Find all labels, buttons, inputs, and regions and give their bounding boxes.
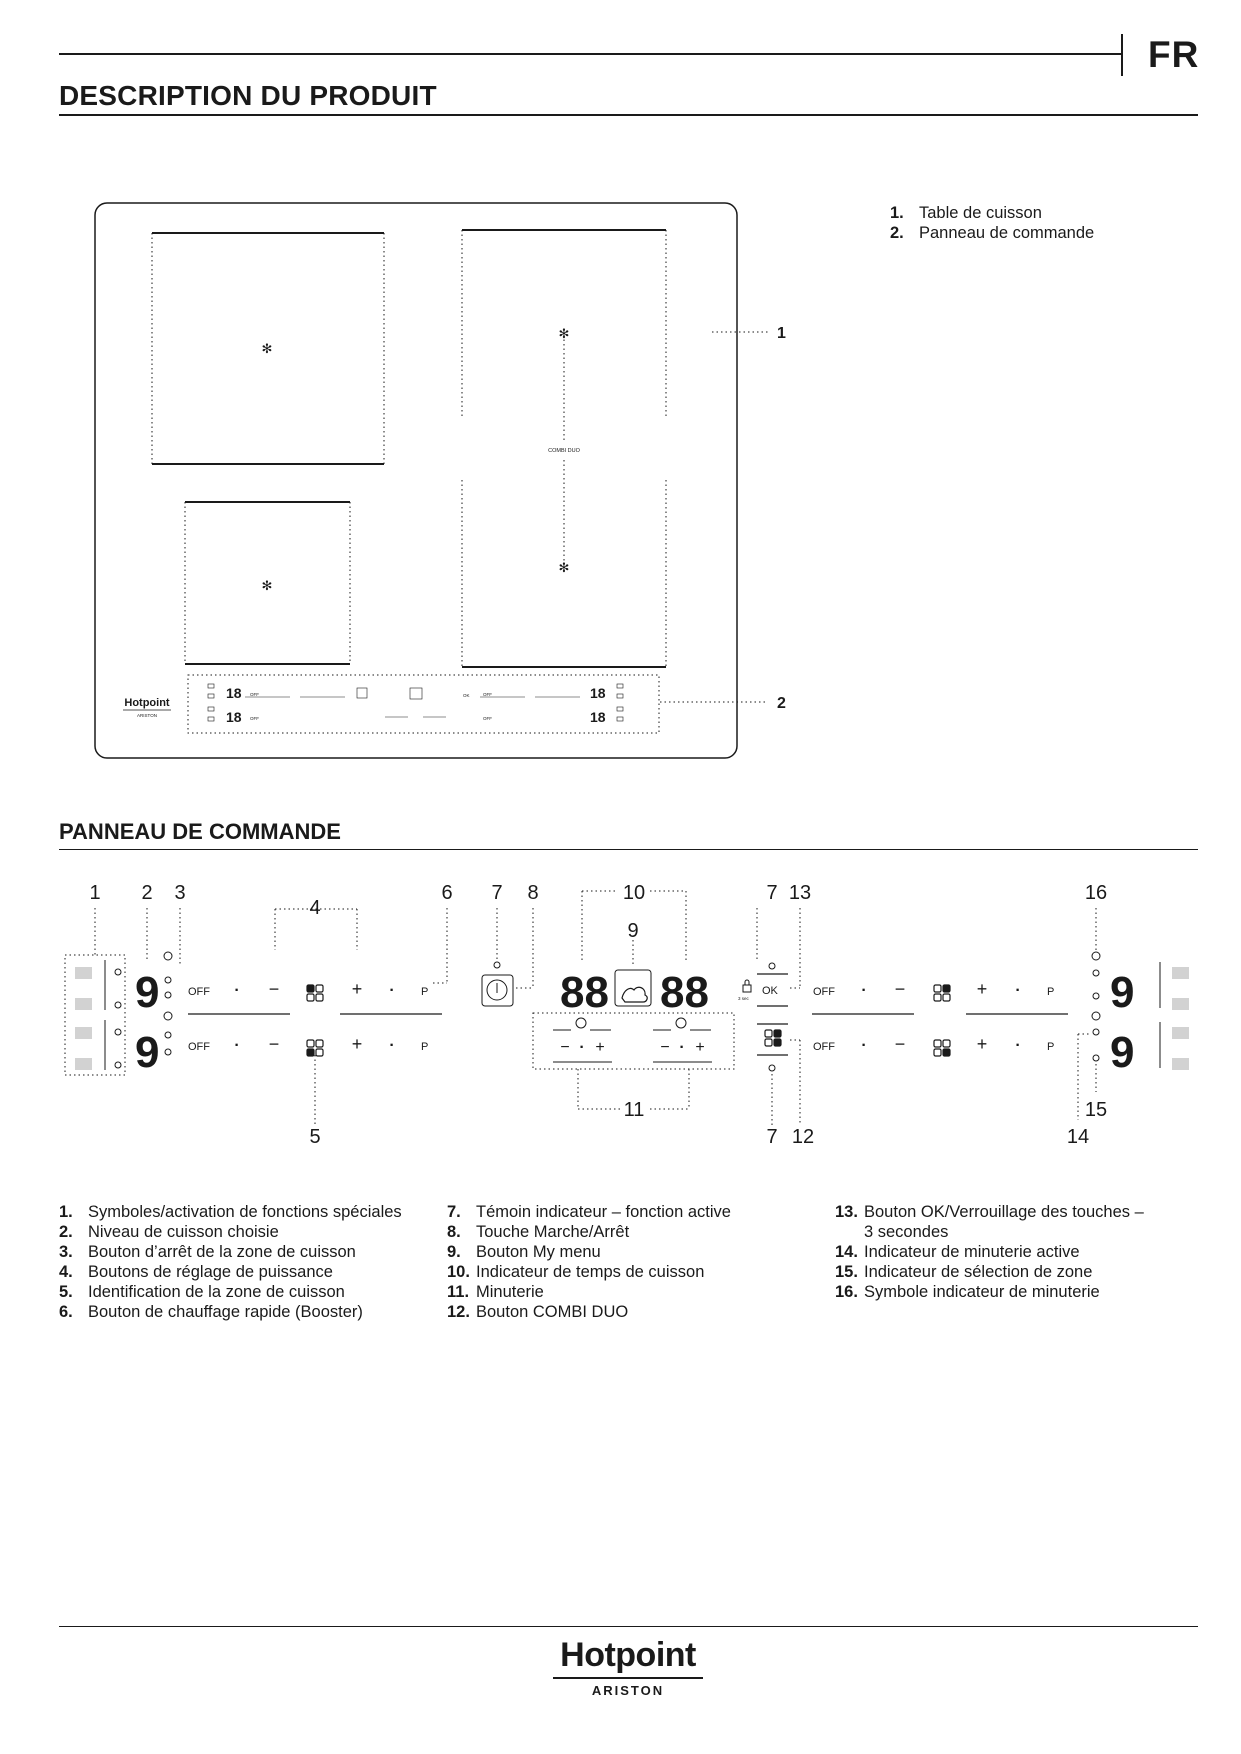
timer-minus-button: − xyxy=(560,1039,570,1056)
callout-6: 6 xyxy=(441,882,453,904)
legend-number: 11. xyxy=(447,1283,470,1301)
off-button: OFF xyxy=(188,1041,210,1053)
svg-text:OFF: OFF xyxy=(483,692,492,697)
legend-column-2 xyxy=(447,1202,731,1322)
legend-label: Bouton My menu xyxy=(476,1243,601,1261)
legend-number: 6. xyxy=(59,1303,73,1321)
ok-button: OK xyxy=(762,985,778,997)
legend-label: Table de cuisson xyxy=(919,204,1042,222)
dot-mark: · xyxy=(861,1037,867,1054)
legend-item xyxy=(835,1202,1144,1222)
legend-number: 3. xyxy=(59,1243,73,1261)
legend-number: 2. xyxy=(59,1223,73,1241)
svg-text:18: 18 xyxy=(590,709,606,725)
plus-button: + xyxy=(351,1034,363,1054)
plus-button: + xyxy=(351,979,363,999)
dot-mark: · xyxy=(1015,982,1021,999)
callout-11: 11 xyxy=(623,1099,645,1121)
svg-text:18: 18 xyxy=(590,685,606,701)
dot-mark: · xyxy=(234,982,240,999)
legend-item xyxy=(59,1282,402,1302)
function-symbol xyxy=(1172,1027,1189,1039)
function-symbol xyxy=(75,998,92,1010)
legend-number: 8. xyxy=(447,1223,461,1241)
off-button: OFF xyxy=(188,986,210,998)
footer-brand-underline xyxy=(553,1677,703,1679)
minus-button: − xyxy=(894,979,906,999)
zone-center-mark: ✻ xyxy=(558,560,570,575)
boost-button: P xyxy=(421,1041,429,1053)
callout-7: 7 xyxy=(766,882,778,904)
timer-icon xyxy=(164,1012,172,1020)
footer-logo xyxy=(520,1636,736,1698)
dot-mark: · xyxy=(579,1039,585,1056)
off-button: OFF xyxy=(813,1041,835,1053)
legend-label: Bouton d’arrêt de la zone de cuisson xyxy=(88,1243,356,1261)
function-symbol xyxy=(75,1027,92,1039)
active-indicator xyxy=(494,962,500,968)
callout-1: 1 xyxy=(777,325,786,342)
combi-duo-mark: COMBI DUO xyxy=(548,448,580,454)
timer-plus-button: + xyxy=(695,1039,705,1056)
hob-brand: Hotpoint xyxy=(124,697,170,709)
time-display: 88 xyxy=(560,968,609,1017)
legend-number: 15. xyxy=(835,1263,858,1281)
lock-icon xyxy=(743,985,751,992)
legend-label: Bouton de chauffage rapide (Booster) xyxy=(88,1303,363,1321)
language-tag: FR xyxy=(1148,34,1200,75)
zone-center-mark: ✻ xyxy=(261,341,273,356)
timer-icon xyxy=(1092,1012,1100,1020)
callout-5: 5 xyxy=(309,1126,321,1148)
function-symbol xyxy=(75,967,92,979)
dot-mark: · xyxy=(1015,1037,1021,1054)
special-functions-box xyxy=(65,955,125,1075)
dot-mark: · xyxy=(861,982,867,999)
time-display: 88 xyxy=(660,968,709,1017)
svg-text:OFF: OFF xyxy=(483,716,492,721)
callout-4: 4 xyxy=(309,897,321,919)
svg-text:18: 18 xyxy=(226,685,242,701)
legend-item xyxy=(447,1242,731,1262)
legend-column-1 xyxy=(59,1202,402,1322)
callout-7: 7 xyxy=(766,1126,778,1148)
legend-number: 10. xyxy=(447,1263,470,1281)
legend-label: Indicateur de temps de cuisson xyxy=(476,1263,705,1281)
callout-7: 7 xyxy=(491,882,503,904)
dot-mark: · xyxy=(389,1037,395,1054)
callout-16: 16 xyxy=(1084,882,1108,904)
legend-label: Symbole indicateur de minuterie xyxy=(864,1283,1100,1301)
legend-item xyxy=(835,1262,1144,1282)
footer-brand: Hotpoint xyxy=(560,1636,696,1674)
hob-brand-sub: ARISTON xyxy=(137,713,157,718)
active-indicator xyxy=(769,1065,775,1071)
legend-item xyxy=(59,1302,402,1322)
callout-15: 15 xyxy=(1084,1099,1108,1121)
legend-label: Minuterie xyxy=(476,1283,544,1301)
boost-button: P xyxy=(1047,986,1055,998)
function-symbol xyxy=(1172,967,1189,979)
dot-mark: · xyxy=(389,982,395,999)
legend-item xyxy=(835,1282,1144,1302)
legend-number: 2. xyxy=(890,224,904,242)
function-symbol xyxy=(75,1058,92,1070)
zone-id-icons xyxy=(307,985,950,1056)
legend-item xyxy=(59,1242,402,1262)
legend-label: Boutons de réglage de puissance xyxy=(88,1263,333,1281)
level-display: 9 xyxy=(1110,1028,1135,1077)
plus-button: + xyxy=(976,979,988,999)
zone-center-mark: ✻ xyxy=(261,578,273,593)
legend-label: Indicateur de sélection de zone xyxy=(864,1263,1093,1281)
lock-hint: 3 sec xyxy=(738,996,749,1001)
boost-button: P xyxy=(1047,1041,1055,1053)
svg-text:OK: OK xyxy=(463,693,470,698)
minus-button: − xyxy=(268,1034,280,1054)
plus-button: + xyxy=(976,1034,988,1054)
svg-text:OFF: OFF xyxy=(250,716,259,721)
minus-button: − xyxy=(268,979,280,999)
legend-label: Témoin indicateur – fonction active xyxy=(476,1203,731,1221)
callout-2: 2 xyxy=(141,882,153,904)
legend-number: 12. xyxy=(447,1303,470,1321)
footer-rule xyxy=(59,1626,1198,1627)
callout-8: 8 xyxy=(527,882,539,904)
legend-number: 14. xyxy=(835,1243,858,1261)
legend-label: Niveau de cuisson choisie xyxy=(88,1223,279,1241)
level-display: 9 xyxy=(135,1028,160,1077)
callout-1: 1 xyxy=(89,882,101,904)
footer-brand-sub: ARISTON xyxy=(591,1683,665,1698)
legend-label: Bouton COMBI DUO xyxy=(476,1303,629,1321)
function-symbol xyxy=(1172,998,1189,1010)
legend-label: Symboles/activation de fonctions spéciales xyxy=(88,1203,402,1221)
page-title: DESCRIPTION DU PRODUIT xyxy=(59,80,437,111)
level-display: 9 xyxy=(1110,968,1135,1017)
legend-item xyxy=(59,1262,402,1282)
legend-item xyxy=(447,1222,731,1242)
callout-2: 2 xyxy=(777,695,786,712)
legend-label-continuation: 3 secondes xyxy=(864,1223,949,1241)
function-symbol xyxy=(1172,1058,1189,1070)
dot-mark: · xyxy=(679,1039,685,1056)
callout-10: 10 xyxy=(622,882,646,904)
zone-center-mark: ✻ xyxy=(558,326,570,341)
minus-button: − xyxy=(894,1034,906,1054)
legend-item xyxy=(59,1222,402,1242)
section-title: PANNEAU DE COMMANDE xyxy=(59,819,341,844)
legend-label: Touche Marche/Arrêt xyxy=(476,1223,630,1241)
legend-column-3 xyxy=(835,1202,1144,1302)
legend-item xyxy=(59,1202,402,1222)
legend-item xyxy=(447,1262,731,1282)
legend-item xyxy=(447,1282,731,1302)
callout-14: 14 xyxy=(1066,1126,1090,1148)
timer-plus-button: + xyxy=(595,1039,605,1056)
legend-number: 5. xyxy=(59,1283,73,1301)
svg-text:18: 18 xyxy=(226,709,242,725)
legend-label: Indicateur de minuterie active xyxy=(864,1243,1080,1261)
timer-icon xyxy=(1092,952,1100,960)
timer-icon xyxy=(164,952,172,960)
level-display: 9 xyxy=(135,968,160,1017)
legend-item xyxy=(447,1302,731,1322)
legend-label: Bouton OK/Verrouillage des touches – xyxy=(864,1203,1144,1221)
legend-number: 4. xyxy=(59,1263,73,1281)
legend-number: 16. xyxy=(835,1283,858,1301)
legend-number: 1. xyxy=(59,1203,73,1221)
dot-mark: · xyxy=(234,1037,240,1054)
legend-number: 13. xyxy=(835,1203,858,1221)
active-indicator xyxy=(769,963,775,969)
timer-minus-button: − xyxy=(660,1039,670,1056)
legend-number: 7. xyxy=(447,1203,461,1221)
svg-text:OFF: OFF xyxy=(250,692,259,697)
my-menu-icon xyxy=(622,987,647,1002)
legend-item xyxy=(835,1242,1144,1262)
legend-number: 9. xyxy=(447,1243,461,1261)
legend-label: Panneau de commande xyxy=(919,224,1095,242)
legend-number: 1. xyxy=(890,204,904,222)
callout-12: 12 xyxy=(791,1126,815,1148)
callout-3: 3 xyxy=(174,882,186,904)
legend-item xyxy=(447,1202,731,1222)
legend-label: Identification de la zone de cuisson xyxy=(88,1283,345,1301)
off-button: OFF xyxy=(813,986,835,998)
callout-9: 9 xyxy=(627,920,639,942)
boost-button: P xyxy=(421,986,429,998)
callout-13: 13 xyxy=(788,882,812,904)
